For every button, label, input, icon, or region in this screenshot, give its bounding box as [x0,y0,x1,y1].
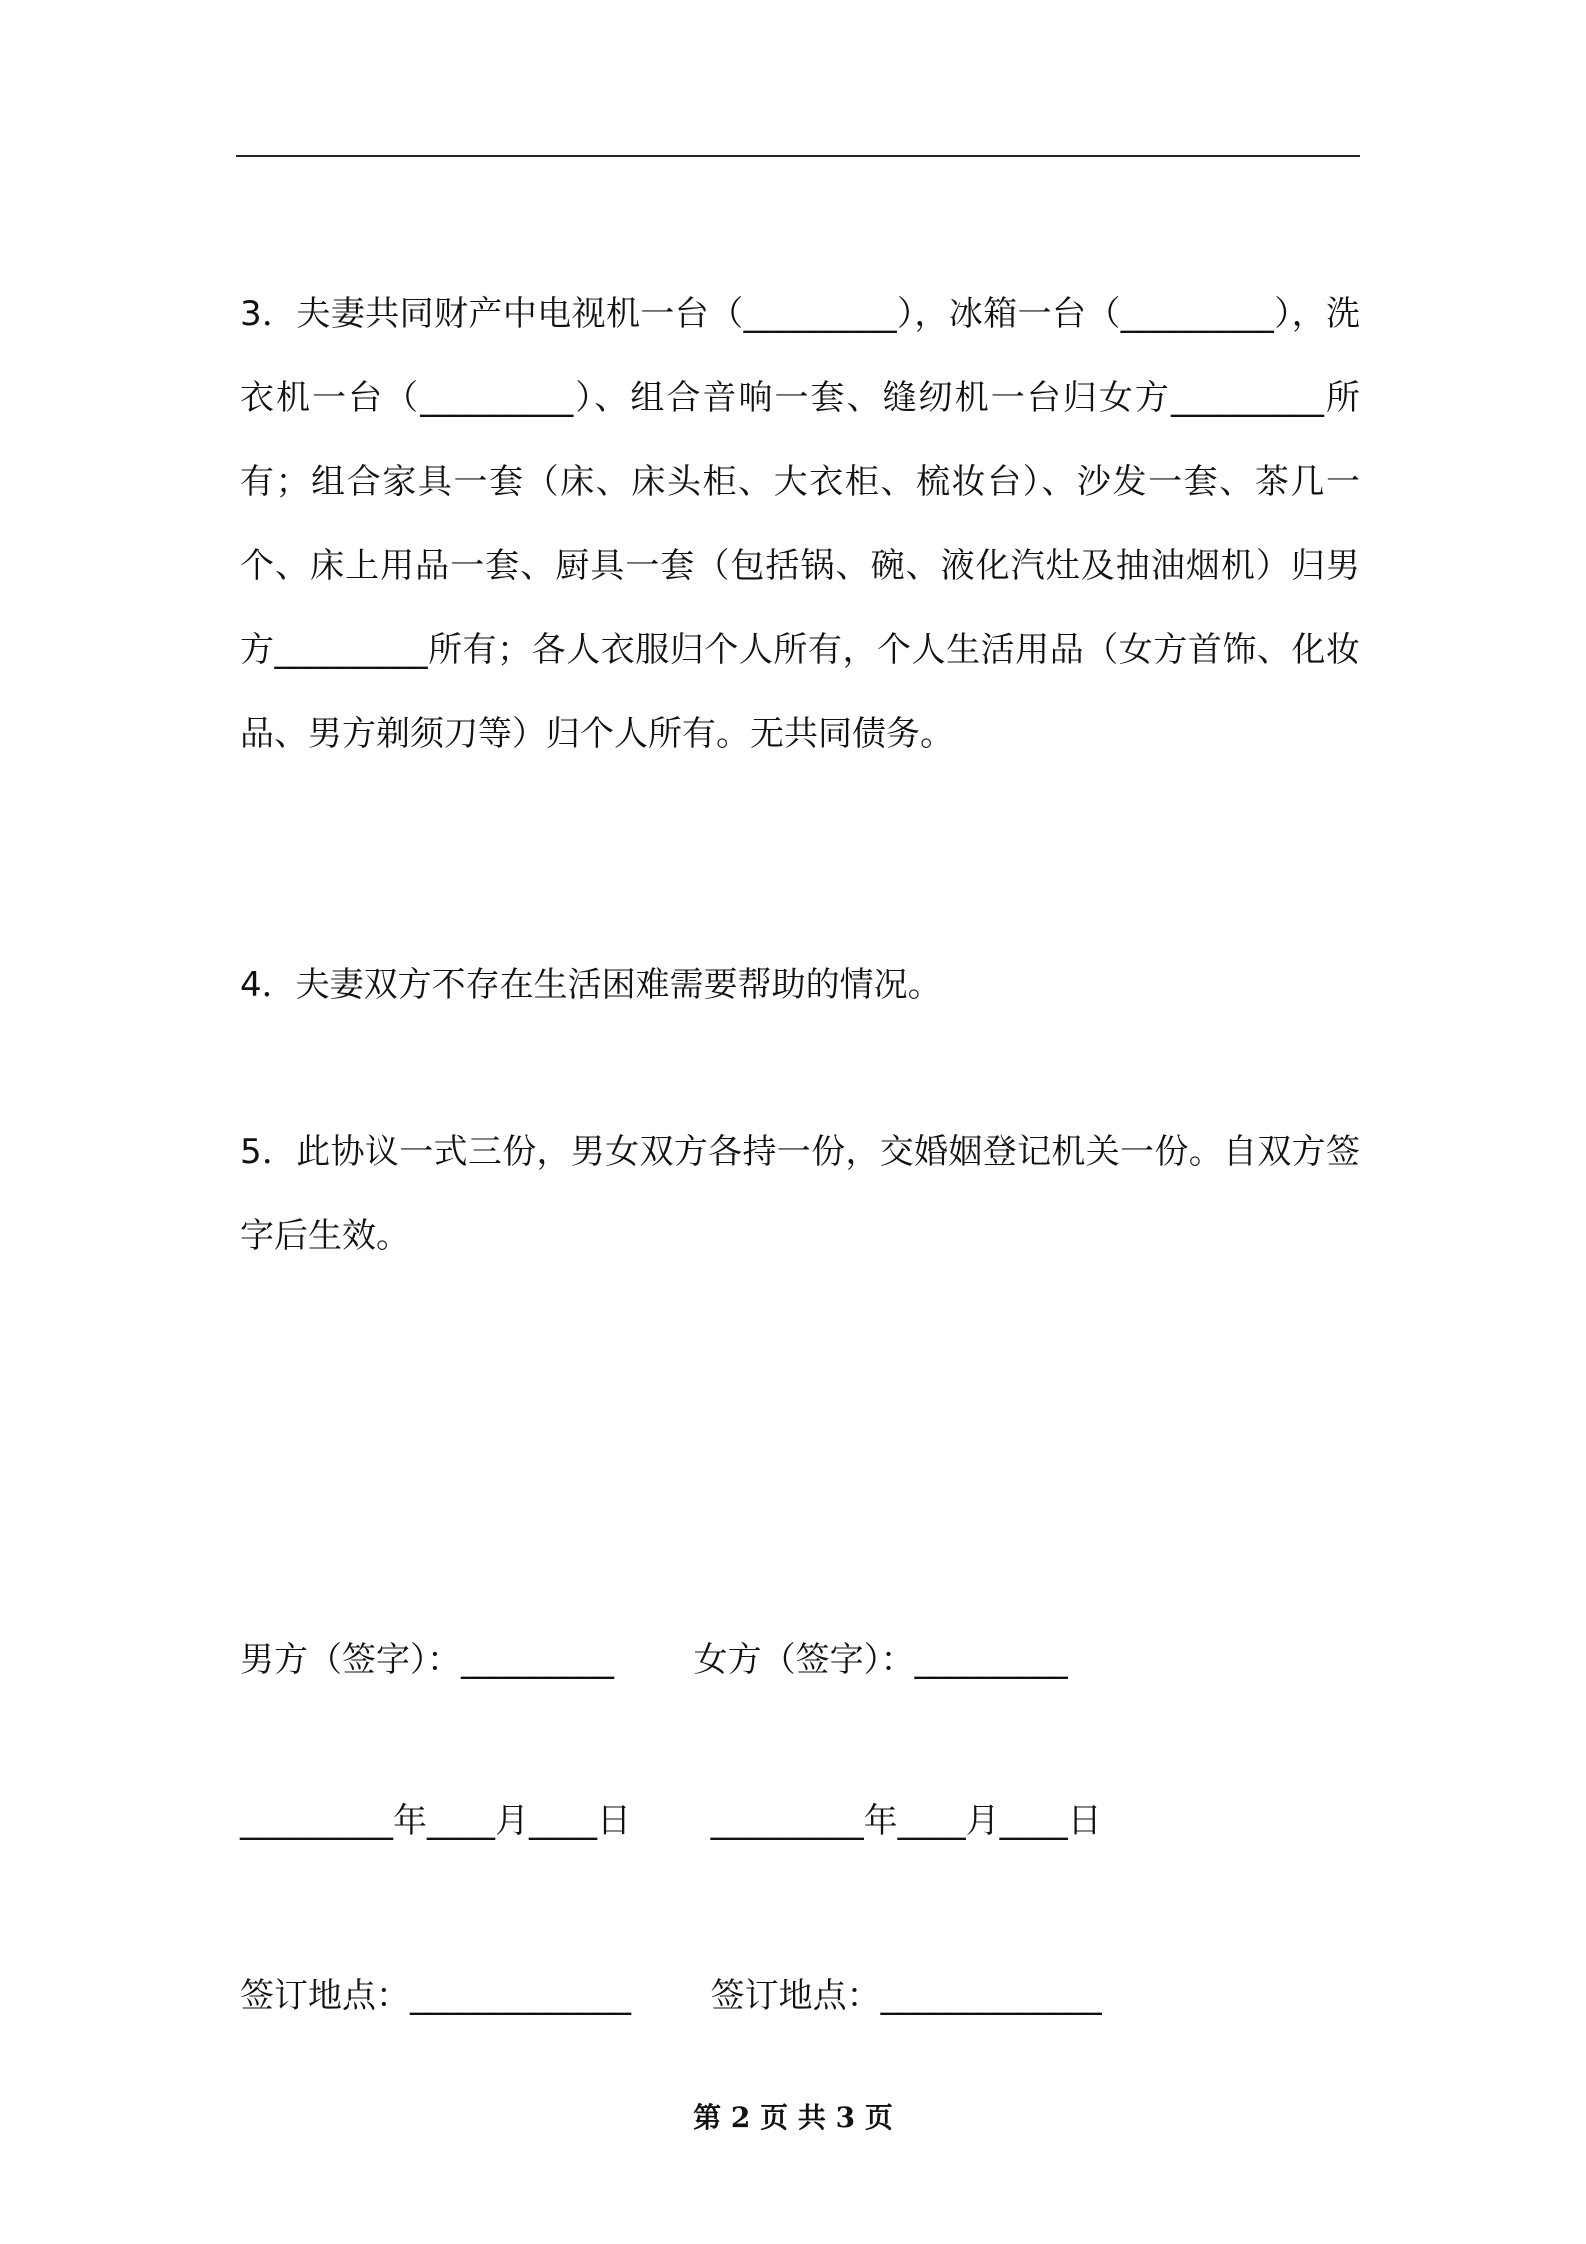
male-signing-place-field[interactable]: 签订地点：_____________ [240,1976,631,2016]
date-row [240,1791,1102,1851]
page-number-footer: 第 2 页 共 3 页 [693,2101,893,2134]
female-signing-place-field[interactable]: 签订地点：_____________ [710,1976,1102,2016]
clause-3-property-division: 3．夫妻共同财产中电视机一台（_________），冰箱一台（_________），洗衣机一台（_________）、组合音响一套、缝纫机一台归女方_________所有；组合家具一套（床、床头柜、大衣柜、梳妆台）、沙发一套、茶几一个、床上用品一套、厨具一套（包括锅、碗、液化汽灶及抽油烟机）归男方_________所有；各人衣服归个人所有，个人生活用品（女方首饰、化妆品、男方剃须刀等）归个人所有。无共同债务。 [240,294,1360,754]
female-date-field[interactable]: _________年____月____日 [710,1801,1102,1841]
signing-place-row [240,1966,1102,2026]
male-date-field[interactable]: _________年____月____日 [240,1801,631,1841]
header-rule [236,155,1360,157]
signature-row [240,1630,1068,1690]
female-signature-field[interactable]: 女方（签字）：_________ [693,1640,1068,1680]
male-signature-field[interactable]: 男方（签字）：_________ [240,1640,614,1680]
clause-5-copies-effect: 5．此协议一式三份，男女双方各持一份，交婚姻登记机关一份。自双方签字后生效。 [240,1132,1360,1256]
clause-4-no-hardship: 4．夫妻双方不存在生活困难需要帮助的情况。 [240,965,942,1005]
